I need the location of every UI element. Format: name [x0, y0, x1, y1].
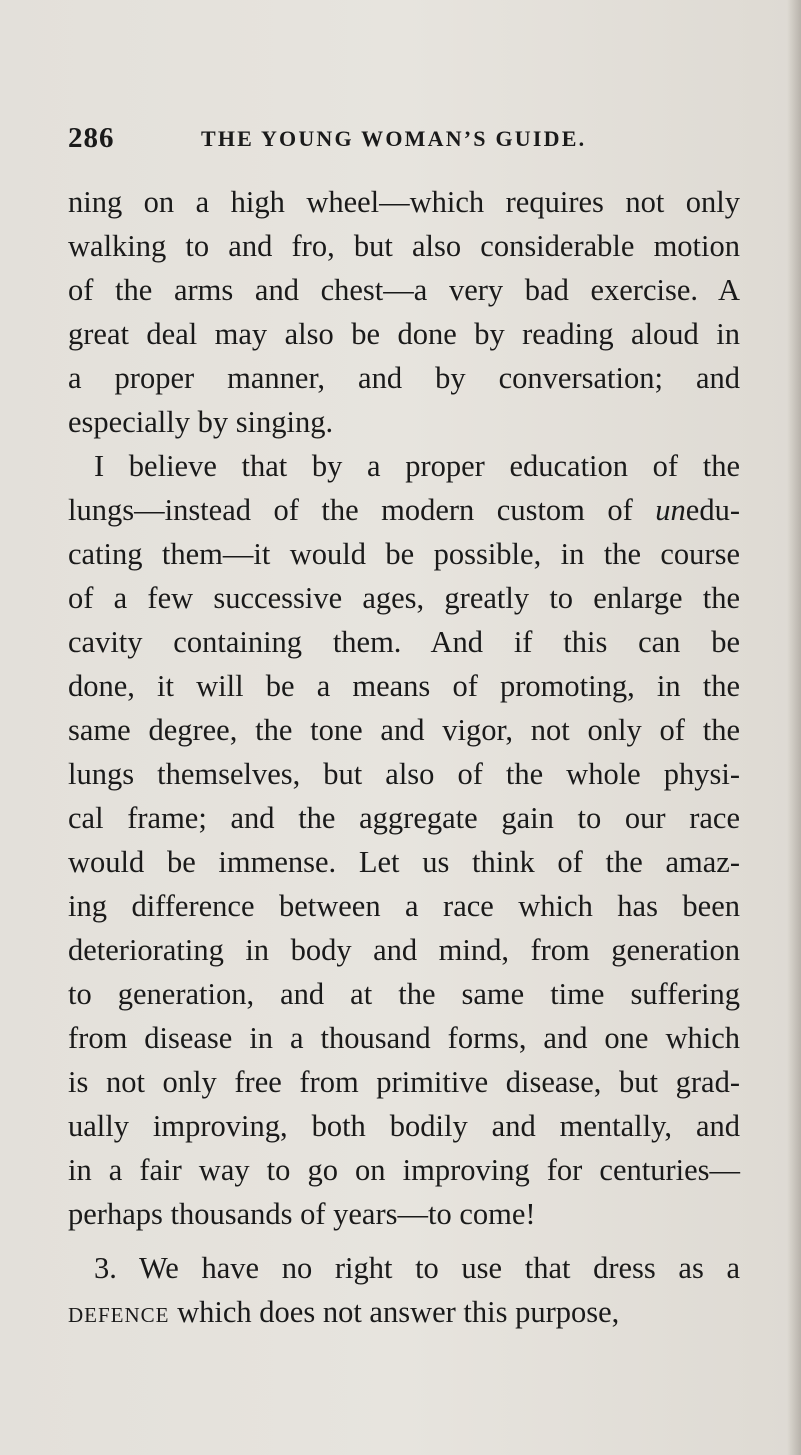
- body-text: edu-: [685, 493, 740, 527]
- body-line: ually improving, both bodily and mentally, and: [68, 1109, 740, 1143]
- body-line: of a few successive ages, greatly to enlarge the: [68, 581, 740, 615]
- body-line: walking to and fro, but also considerable motion: [68, 229, 740, 263]
- body-line: perhaps thousands of years—to come!: [68, 1197, 536, 1231]
- body-line: in a fair way to go on improving for centuries—: [68, 1153, 740, 1187]
- body-line: to generation, and at the same time suffering: [68, 977, 740, 1011]
- body-line: [68, 1292, 740, 1332]
- page-number: 286: [68, 122, 115, 154]
- running-title: THE YOUNG WOMAN’S GUIDE.: [201, 126, 587, 151]
- body-line: lungs themselves, but also of the whole physi-: [68, 757, 740, 791]
- body-line: is not only free from primitive disease, but grad-: [68, 1065, 740, 1099]
- italic-prefix: un: [655, 493, 686, 527]
- page-edge-shadow: [787, 0, 801, 1455]
- body-line: would be immense. Let us think of the amaz-: [68, 845, 740, 879]
- body-line: ning on a high wheel—which requires not only: [68, 185, 740, 219]
- body-line: from disease in a thousand forms, and one which: [68, 1021, 740, 1055]
- page-header: [68, 122, 728, 162]
- body-text: lungs—instead of the modern custom of: [68, 493, 656, 527]
- body-line: 3. We have no right to use that dress as a: [94, 1251, 740, 1285]
- body-line: [68, 490, 740, 530]
- body-line: ing difference between a race which has been: [68, 889, 740, 923]
- body-line: cal frame; and the aggregate gain to our race: [68, 801, 740, 835]
- body-text: which does not answer this purpose,: [169, 1295, 620, 1329]
- body-line: same degree, the tone and vigor, not only of the: [68, 713, 740, 747]
- body-line: a proper manner, and by conversation; and: [68, 361, 740, 395]
- body-line: I believe that by a proper education of the: [94, 449, 740, 483]
- body-line: great deal may also be done by reading aloud in: [68, 317, 740, 351]
- body-line: of the arms and chest—a very bad exercise. A: [68, 273, 740, 307]
- small-caps-word: defence: [68, 1295, 170, 1329]
- body-line: cavity containing them. And if this can be: [68, 625, 740, 659]
- body-line: deteriorating in body and mind, from generation: [68, 933, 740, 967]
- body-line: cating them—it would be possible, in the course: [68, 537, 740, 571]
- body-line: especially by singing.: [68, 405, 334, 439]
- body-line: done, it will be a means of promoting, in the: [68, 669, 740, 703]
